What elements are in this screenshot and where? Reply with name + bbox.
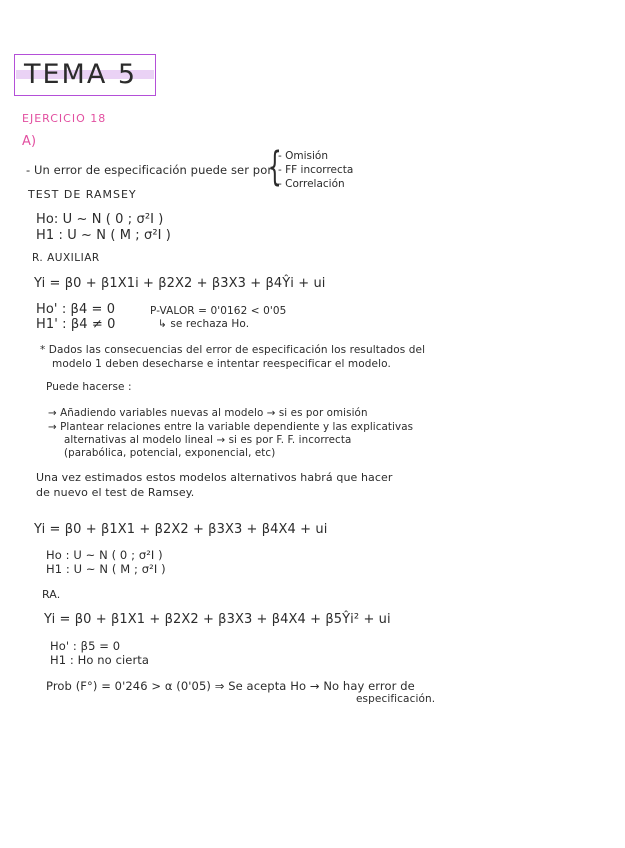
action-2b: alternativas al modelo lineal → si es por F. F. incorrecta: [64, 434, 352, 446]
action-2c: (parabólica, potencial, exponencial, etc): [64, 447, 276, 459]
consequences-line-1: * Dados las consecuencias del error de especificación los resultados del: [40, 344, 426, 356]
ra-h0: Ho' : β5 = 0: [50, 639, 121, 653]
aux-regression-label: R. AUXILIAR: [32, 252, 100, 264]
prob-line-1: Prob (F°) = 0'246 > α (0'05) ⇒ Se acepta Ho → No hay error de: [46, 679, 415, 693]
hypothesis-2-h1: H1 : U ~ N ( M ; σ²I ): [46, 562, 166, 576]
ra-equation: Yi = β0 + β1X1 + β2X2 + β3X3 + β4X4 + β5Ŷi² + ui: [44, 612, 391, 627]
aux-regression-equation: Yi = β0 + β1X1i + β2X2 + β3X3 + β4Ŷi + ui: [34, 276, 326, 291]
exercise-heading: EJERCICIO 18: [22, 112, 107, 125]
paragraph-line-2: de nuevo el test de Ramsey.: [36, 486, 195, 499]
spec-option-3: - Correlación: [278, 178, 345, 190]
spec-option-2: - FF incorrecta: [278, 164, 354, 176]
spec-option-1: - Omisión: [278, 150, 329, 162]
model-2-equation: Yi = β0 + β1X1 + β2X2 + β3X3 + β4X4 + ui: [34, 522, 328, 537]
aux-h1: H1' : β4 ≠ 0: [36, 317, 116, 332]
can-do-label: Puede hacerse :: [46, 381, 132, 393]
test-title: TEST DE RAMSEY: [28, 188, 137, 201]
consequences-line-2: modelo 1 deben desecharse e intentar reespecificar el modelo.: [52, 358, 391, 370]
part-label: A): [22, 134, 37, 149]
action-1: → Añadiendo variables nuevas al modelo → si es por omisión: [48, 407, 368, 419]
hypothesis-1-h1: H1 : U ~ N ( M ; σ²I ): [36, 228, 171, 243]
hypothesis-2-h0: Ho : U ~ N ( 0 ; σ²I ): [46, 548, 163, 562]
page-title: TEMA 5: [24, 59, 138, 90]
ra-label: RA.: [42, 588, 61, 601]
hypothesis-1-h0: Ho: U ~ N ( 0 ; σ²I ): [36, 212, 164, 227]
spec-error-text: - Un error de especificación puede ser por: [26, 163, 273, 177]
paragraph-line-1: Una vez estimados estos modelos alternativos habrá que hacer: [36, 471, 393, 484]
prob-line-2: especificación.: [356, 693, 436, 705]
pvalue-line: P-VALOR = 0'0162 < 0'05: [150, 305, 287, 317]
action-2a: → Plantear relaciones entre la variable dependiente y las explicativas: [48, 421, 414, 433]
brace-symbol: {: [267, 144, 282, 190]
aux-h0: Ho' : β4 = 0: [36, 302, 116, 317]
pvalue-result: ↳ se rechaza Ho.: [158, 318, 250, 330]
ra-h1: H1 : Ho no cierta: [50, 653, 150, 667]
